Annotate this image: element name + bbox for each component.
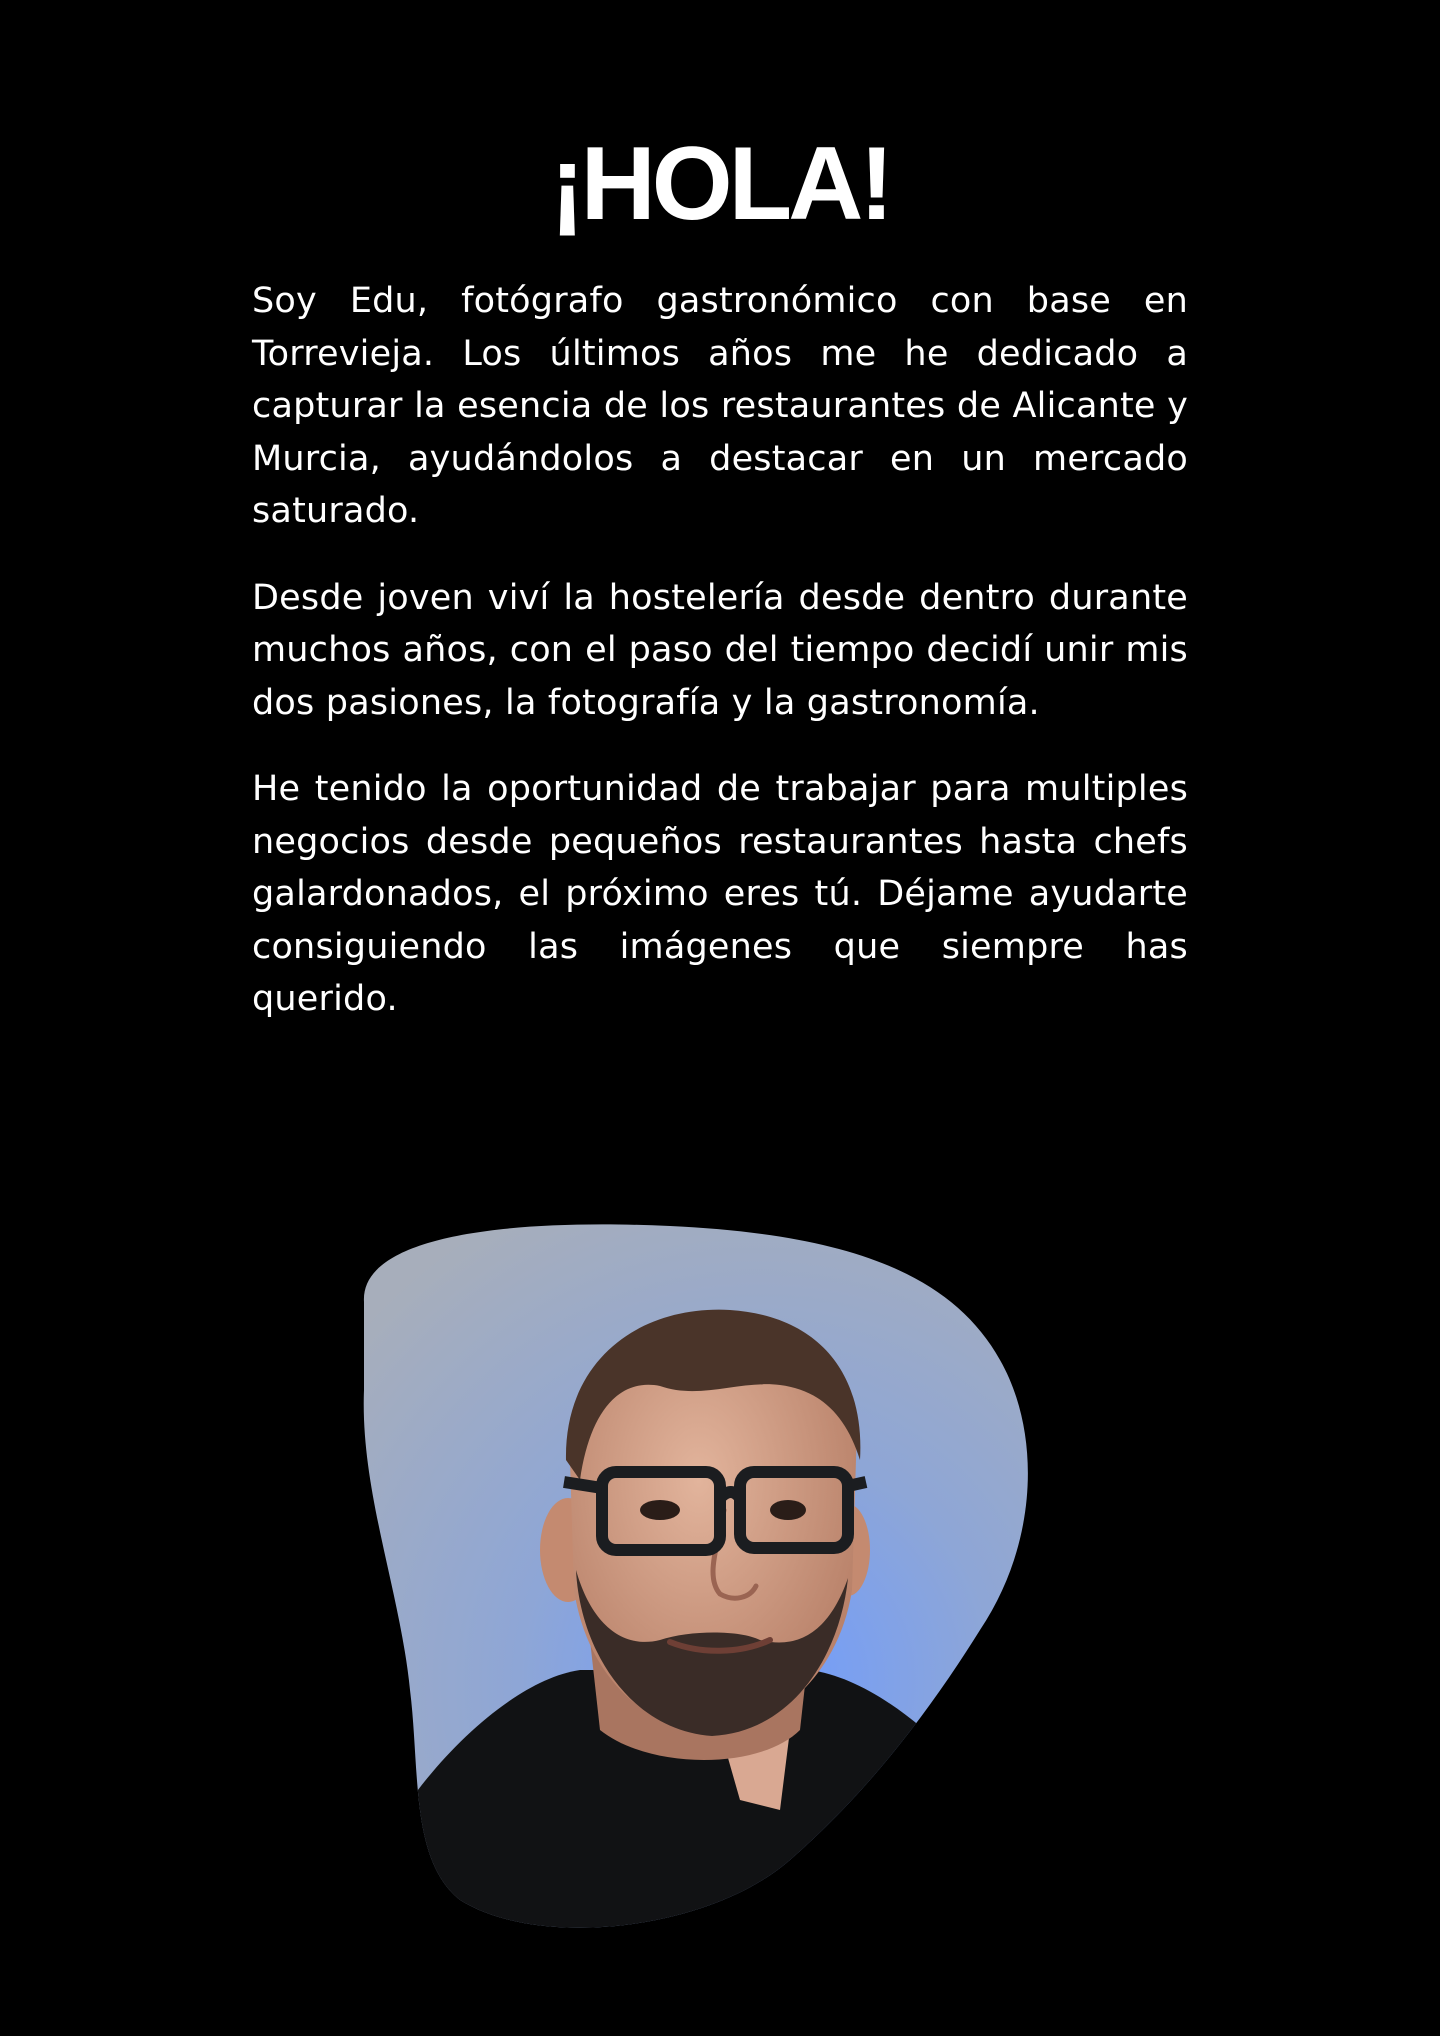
intro-text: [252, 275, 1188, 1060]
right-eye: [770, 1500, 806, 1520]
paragraph-background: Desde joven viví la hostelería desde dentro durante muchos años, con el paso del tiempo decidí unir mis dos pasiones, la fotografía y la gastronomía.: [252, 577, 1188, 723]
paragraph-intro: Soy Edu, fotógrafo gastronómico con base en Torrevieja. Los últimos años me he dedicado a capturar la esencia de los restaurantes de Alicante y Murcia, ayudándolos a destacar en un mercado saturado.: [252, 281, 1188, 531]
page-title: ¡HOLA!: [550, 126, 890, 242]
portrait-illustration: [340, 1210, 1100, 1970]
paragraph-offer: He tenido la oportunidad de trabajar para multiples negocios desde pequeños restaurantes hasta chefs galardonados, el próximo eres tú. Déjame ayudarte consiguiendo las imágenes que siempre has querido.: [252, 769, 1188, 1019]
left-eye: [640, 1500, 680, 1520]
portrait-photo: [340, 1210, 1100, 1970]
